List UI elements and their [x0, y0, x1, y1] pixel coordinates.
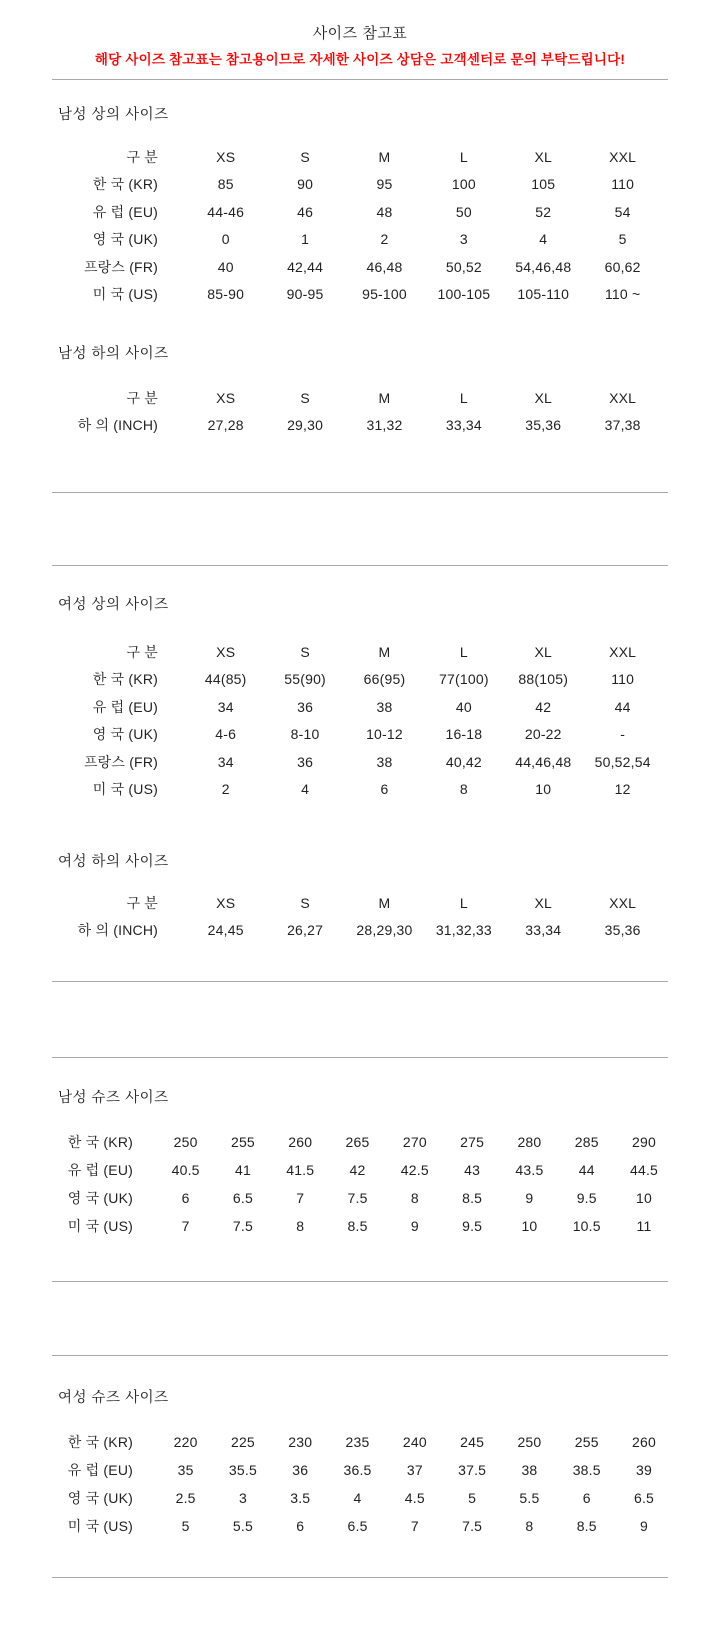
table-cell: 9 — [525, 1190, 534, 1206]
table-cell: 100 — [451, 176, 476, 193]
column-header: S — [300, 389, 310, 406]
table-cell: 36 — [297, 753, 314, 770]
table-cell: 41.5 — [286, 1162, 315, 1178]
table-cell: 7.5 — [462, 1518, 483, 1534]
table-cell: 28,29,30 — [356, 922, 413, 939]
table-cell: 37,38 — [604, 417, 641, 434]
table-row — [0, 412, 720, 440]
table-cell: 4 — [353, 1490, 362, 1506]
section-title-womens-shoes: 여성 슈즈 사이즈 — [58, 1390, 169, 1406]
row-label: 미 국 (US) — [67, 1518, 133, 1534]
table-cell: 42 — [349, 1162, 366, 1178]
table-cell: 240 — [402, 1434, 427, 1450]
column-header: M — [378, 643, 391, 660]
table-cell: 2 — [221, 781, 230, 798]
table-row — [0, 721, 720, 749]
table-row — [0, 281, 720, 309]
row-label: 미 국 (US) — [92, 781, 158, 798]
table-cell: 50,52 — [445, 258, 482, 275]
table-cell: 10.5 — [572, 1218, 601, 1234]
table-cell: 27,28 — [207, 417, 244, 434]
row-label: 영 국 (UK) — [67, 1490, 133, 1506]
table-cell: 10-12 — [366, 726, 403, 743]
table-row — [0, 1512, 720, 1540]
section-title-womens-tops: 여성 상의 사이즈 — [58, 597, 169, 613]
row-label: 하 의 (INCH) — [77, 417, 158, 434]
table-cell: 9.5 — [462, 1218, 483, 1234]
table-cell: 24,45 — [207, 922, 244, 939]
table-cell: 3.5 — [290, 1490, 311, 1506]
table-cell: 46,48 — [366, 258, 403, 275]
section-title-mens-bottoms: 남성 하의 사이즈 — [58, 346, 169, 362]
section-title-mens-shoes: 남성 슈즈 사이즈 — [58, 1090, 169, 1106]
table-cell: 6 — [296, 1518, 305, 1534]
table-cell: 4 — [301, 781, 310, 798]
table-cell: 225 — [230, 1434, 255, 1450]
table-cell: 5.5 — [232, 1518, 253, 1534]
section-title-womens-bottoms: 여성 하의 사이즈 — [58, 854, 169, 870]
table-cell: 34 — [217, 698, 234, 715]
table-cell: 9.5 — [576, 1190, 597, 1206]
column-header: XS — [216, 894, 236, 911]
column-header: L — [459, 389, 468, 406]
column-header: L — [459, 894, 468, 911]
table-cell: 31,32 — [366, 417, 403, 434]
table-cell: 7.5 — [347, 1190, 368, 1206]
section-divider — [52, 1057, 668, 1058]
table-cell: 250 — [173, 1134, 198, 1150]
table-cell: 110 ~ — [604, 286, 641, 303]
table-cell: 110 — [611, 671, 635, 688]
table-cell: 41 — [234, 1162, 251, 1178]
row-label: 미 국 (US) — [67, 1218, 133, 1234]
section-divider — [52, 1577, 668, 1578]
table-cell: 46 — [297, 203, 314, 220]
column-header: XXL — [609, 894, 637, 911]
section-mens-tops — [0, 106, 720, 308]
table-cell: 48 — [376, 203, 393, 220]
row-label: 유 럽 (EU) — [67, 1162, 133, 1178]
table-cell: 54,46,48 — [515, 258, 572, 275]
table-cell: 36 — [292, 1462, 309, 1478]
column-header: L — [459, 148, 468, 165]
table-row — [0, 748, 720, 776]
table-row — [0, 1184, 720, 1212]
table-cell: 4.5 — [404, 1490, 425, 1506]
row-label: 미 국 (US) — [92, 286, 158, 303]
table-cell: 36 — [297, 698, 314, 715]
notice-text: 해당 사이즈 참고표는 참고용이므로 자세한 사이즈 상담은 고객센터로 문의 부탁드립니다! — [94, 52, 626, 67]
column-header: XL — [534, 148, 553, 165]
table-cell: 6 — [582, 1490, 591, 1506]
table-cell: 38.5 — [572, 1462, 601, 1478]
table-row — [0, 1156, 720, 1184]
table-cell: 11 — [636, 1218, 652, 1234]
table-cell: 220 — [173, 1434, 198, 1450]
column-header: XS — [216, 389, 236, 406]
size-table-mens-bottoms — [0, 384, 720, 439]
table-cell: 88(105) — [518, 671, 569, 688]
table-cell: 85 — [217, 176, 234, 193]
table-cell: 34 — [217, 753, 234, 770]
table-cell: 5 — [468, 1490, 477, 1506]
size-table-mens-tops — [0, 143, 720, 308]
column-header: M — [378, 389, 391, 406]
table-cell: - — [620, 726, 626, 743]
table-cell: 8 — [459, 781, 468, 798]
column-header: XS — [216, 148, 236, 165]
section-womens-shoes — [0, 1389, 720, 1540]
size-table-womens-bottoms — [0, 889, 720, 944]
table-cell: 260 — [632, 1434, 656, 1450]
page-title: 사이즈 참고표 — [312, 25, 408, 42]
table-cell: 4 — [539, 231, 548, 248]
table-header-row — [0, 638, 720, 666]
section-divider — [52, 1355, 668, 1356]
table-cell: 6.5 — [347, 1518, 368, 1534]
table-row — [0, 1484, 720, 1512]
row-label: 한 국 (KR) — [67, 1434, 133, 1450]
row-label: 유 럽 (EU) — [92, 203, 158, 220]
table-cell: 44,46,48 — [515, 753, 572, 770]
table-row — [0, 226, 720, 254]
table-cell: 105-110 — [517, 286, 570, 303]
section-divider — [52, 79, 668, 80]
table-cell: 10 — [521, 1218, 538, 1234]
table-cell: 100-105 — [437, 286, 491, 303]
row-label: 영 국 (UK) — [67, 1190, 133, 1206]
row-label: 구 분 — [126, 894, 158, 911]
section-divider — [52, 1281, 668, 1282]
table-cell: 44.5 — [629, 1162, 659, 1178]
table-cell: 6 — [181, 1190, 190, 1206]
table-cell: 40.5 — [171, 1162, 200, 1178]
column-header: XL — [534, 894, 553, 911]
table-cell: 31,32,33 — [435, 922, 492, 939]
size-table-mens-shoes — [0, 1128, 720, 1240]
column-header: XXL — [609, 643, 637, 660]
column-header: M — [378, 894, 391, 911]
table-cell: 8.5 — [576, 1518, 597, 1534]
table-cell: 29,30 — [287, 417, 324, 434]
section-divider — [52, 981, 668, 982]
table-cell: 235 — [345, 1434, 370, 1450]
table-cell: 55(90) — [284, 671, 326, 688]
table-cell: 95-100 — [362, 286, 407, 303]
row-label: 유 럽 (EU) — [92, 698, 158, 715]
table-cell: 90 — [297, 176, 314, 193]
column-header: L — [459, 643, 468, 660]
table-cell: 8.5 — [347, 1218, 368, 1234]
section-mens-bottoms — [0, 345, 720, 439]
table-cell: 20-22 — [524, 726, 562, 743]
row-label: 유 럽 (EU) — [67, 1462, 133, 1478]
table-cell: 43 — [464, 1162, 481, 1178]
table-cell: 44(85) — [204, 671, 247, 688]
table-cell: 33,34 — [445, 417, 482, 434]
table-cell: 54 — [614, 203, 631, 220]
table-cell: 105 — [531, 176, 556, 193]
table-cell: 4-6 — [215, 726, 237, 743]
table-cell: 6 — [380, 781, 389, 798]
table-header-row — [0, 889, 720, 917]
section-divider — [52, 492, 668, 493]
table-cell: 36.5 — [343, 1462, 372, 1478]
table-cell: 85-90 — [207, 286, 245, 303]
table-row — [0, 917, 720, 945]
table-cell: 42.5 — [400, 1162, 429, 1178]
table-cell: 5 — [181, 1518, 190, 1534]
table-row — [0, 253, 720, 281]
table-cell: 90-95 — [286, 286, 324, 303]
table-cell: 8 — [525, 1518, 534, 1534]
table-cell: 255 — [574, 1434, 599, 1450]
table-cell: 37 — [406, 1462, 423, 1478]
section-divider — [52, 565, 668, 566]
row-label: 구 분 — [126, 389, 158, 406]
table-row — [0, 198, 720, 226]
table-cell: 255 — [230, 1134, 255, 1150]
size-tables-container — [0, 79, 720, 1578]
table-cell: 2.5 — [175, 1490, 196, 1506]
table-cell: 10 — [535, 781, 552, 798]
table-cell: 40 — [217, 258, 234, 275]
table-cell: 8 — [410, 1190, 419, 1206]
table-cell: 5.5 — [519, 1490, 540, 1506]
table-row — [0, 171, 720, 199]
table-cell: 9 — [640, 1518, 649, 1534]
column-header: S — [300, 148, 310, 165]
table-cell: 37.5 — [458, 1462, 487, 1478]
table-cell: 250 — [517, 1434, 542, 1450]
table-header-row — [0, 143, 720, 171]
table-cell: 260 — [288, 1134, 313, 1150]
table-cell: 60,62 — [604, 258, 641, 275]
row-label: 영 국 (UK) — [92, 726, 158, 743]
table-cell: 50 — [455, 203, 472, 220]
section-title-mens-tops: 남성 상의 사이즈 — [58, 107, 169, 123]
table-cell: 44 — [614, 698, 631, 715]
table-cell: 33,34 — [525, 922, 562, 939]
table-cell: 3 — [459, 231, 468, 248]
column-header: S — [300, 643, 310, 660]
table-cell: 7 — [181, 1218, 190, 1234]
table-cell: 3 — [238, 1490, 247, 1506]
row-label: 영 국 (UK) — [92, 231, 158, 248]
table-cell: 26,27 — [287, 922, 324, 939]
table-row — [0, 1456, 720, 1484]
row-label: 구 분 — [126, 148, 158, 165]
table-cell: 35,36 — [525, 417, 562, 434]
table-cell: 8.5 — [462, 1190, 483, 1206]
table-cell: 35.5 — [228, 1462, 257, 1478]
section-womens-bottoms — [0, 853, 720, 944]
size-table-womens-shoes — [0, 1428, 720, 1540]
table-cell: 66(95) — [363, 671, 406, 688]
table-cell: 110 — [611, 176, 635, 193]
table-cell: 44-46 — [207, 203, 245, 220]
table-cell: 50,52,54 — [594, 753, 651, 770]
table-cell: 270 — [402, 1134, 427, 1150]
row-label: 한 국 (KR) — [92, 176, 158, 193]
table-cell: 245 — [460, 1434, 485, 1450]
table-row — [0, 666, 720, 694]
table-row — [0, 1212, 720, 1240]
row-label: 한 국 (KR) — [92, 671, 158, 688]
table-header-row — [0, 384, 720, 412]
column-header: XS — [216, 643, 236, 660]
table-cell: 35,36 — [604, 922, 641, 939]
section-womens-tops — [0, 596, 720, 803]
table-cell: 7 — [296, 1190, 305, 1206]
row-label: 구 분 — [126, 643, 158, 660]
table-cell: 39 — [636, 1462, 653, 1478]
row-label: 프랑스 (FR) — [83, 753, 158, 770]
table-cell: 77(100) — [439, 671, 489, 688]
table-cell: 38 — [521, 1462, 538, 1478]
table-cell: 5 — [618, 231, 627, 248]
table-row — [0, 1128, 720, 1156]
table-cell: 290 — [632, 1134, 656, 1150]
table-cell: 44 — [578, 1162, 595, 1178]
table-cell: 7.5 — [232, 1218, 253, 1234]
column-header: XXL — [609, 148, 637, 165]
table-cell: 7 — [410, 1518, 419, 1534]
table-cell: 42 — [535, 698, 552, 715]
table-cell: 285 — [574, 1134, 599, 1150]
table-cell: 16-18 — [445, 726, 483, 743]
table-cell: 1 — [301, 231, 310, 248]
table-cell: 8-10 — [290, 726, 320, 743]
table-cell: 12 — [614, 781, 631, 798]
table-cell: 10 — [636, 1190, 653, 1206]
table-cell: 6.5 — [633, 1490, 655, 1506]
table-row — [0, 693, 720, 721]
table-cell: 35 — [177, 1462, 194, 1478]
size-table-womens-tops — [0, 638, 720, 803]
table-cell: 42,44 — [287, 258, 324, 275]
table-cell: 43.5 — [515, 1162, 544, 1178]
table-cell: 38 — [376, 698, 393, 715]
row-label: 한 국 (KR) — [67, 1134, 133, 1150]
table-cell: 52 — [535, 203, 552, 220]
table-cell: 6.5 — [232, 1190, 253, 1206]
column-header: XXL — [609, 389, 637, 406]
table-cell: 40 — [455, 698, 472, 715]
table-row — [0, 776, 720, 804]
section-mens-shoes — [0, 1089, 720, 1240]
table-cell: 38 — [376, 753, 393, 770]
table-cell: 8 — [296, 1218, 305, 1234]
table-cell: 40,42 — [445, 753, 482, 770]
table-cell: 230 — [288, 1434, 313, 1450]
column-header: M — [378, 148, 391, 165]
table-row — [0, 1428, 720, 1456]
table-cell: 265 — [345, 1134, 370, 1150]
table-cell: 0 — [221, 231, 230, 248]
column-header: XL — [534, 643, 553, 660]
table-cell: 280 — [517, 1134, 542, 1150]
column-header: S — [300, 894, 310, 911]
table-cell: 275 — [460, 1134, 485, 1150]
column-header: XL — [534, 389, 553, 406]
table-cell: 95 — [376, 176, 393, 193]
row-label: 프랑스 (FR) — [83, 258, 158, 275]
table-cell: 9 — [410, 1218, 419, 1234]
table-cell: 2 — [380, 231, 389, 248]
row-label: 하 의 (INCH) — [77, 922, 158, 939]
